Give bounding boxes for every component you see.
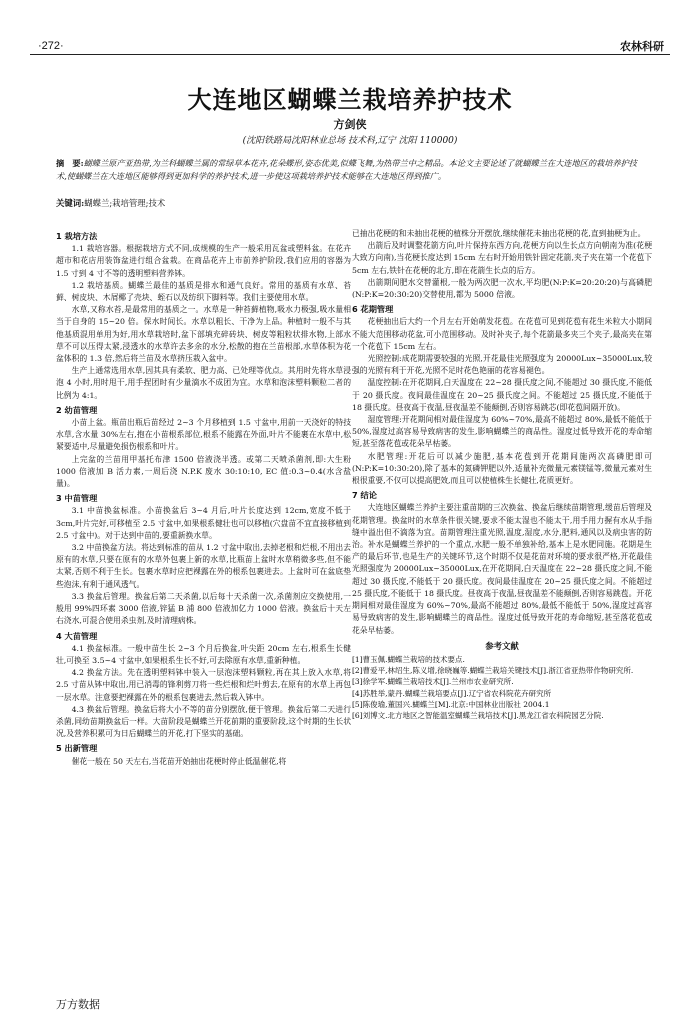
- section-heading: 7 结论: [352, 490, 377, 501]
- paragraph: 水草,又称水苔,是最常用的基质之一。水草是一种苔藓植物,吸水力极强,吸水量相当于自身的 15~20 倍。保水时间长。水草以粗长、干净为上品。种植时一般不与其他基质混用单用为好,用水草栽培时,盆下部填充碎砖块、树皮等粗粒状排水物,上部水草不可以压得太紧,浸透水的水草许去多余的水分,松散的抱在兰苗根部,水草体积为花盆体积的 1.3 倍,然后将兰苗及水草挤压栽入盆中。: [56, 305, 351, 364]
- left-column: [56, 228, 351, 768]
- references-heading: 参考文献: [485, 640, 519, 651]
- page-number: ·272·: [38, 40, 64, 52]
- paragraph: 3.3 换盆后管理。换盆后第二天杀菌,以后每十天杀菌一次,杀菌剂应交换使用,一般用 99%四环素 3000 倍液,锌猛 B 浦 800 倍液加亿力 1000 倍液。换盆后十天左右浇水,可混合使用杀虫剂,及时清理病株。: [56, 591, 351, 626]
- paragraph: 水肥管理:开花后可以减少施肥,基本花苞到开花期间施两次高磷肥即可(N:P:K=10:30:20),除了基本的氮磷钾肥以外,适量补充微量元素镁锰等,微量元素对生根很重要,不仅可以提高肥效,而且可以使植株生长健壮,花质更好。: [352, 451, 652, 486]
- keywords-text: 蝴蝶兰;栽培管理;技术: [84, 198, 166, 208]
- paragraph: 4.1 换盆标准。一般中苗生长 2~3 个月后换盆,叶尖距 20cm 左右,根系生长健壮,可换至 3.5~4 寸盆中,如果根系生长不好,可去除原有水草,重新种植。: [56, 643, 351, 665]
- affiliation: (沈阳铁路局沈阳林业总场 技术科,辽宁 沈阳 110000): [242, 136, 458, 146]
- paragraph: 4.3 换盆后管理。换盆后将大小不等的苗分别摆放,便于管理。换盆后第二天进行杀菌,同幼苗期换盆后一样。大苗阶段是蝴蝶兰开花前期的重要阶段,这个时期的生长状况,及营养积累可为日后蝴蝶兰的开花,打下坚实的基础。: [56, 704, 351, 739]
- section-heading: 3 中苗管理: [56, 493, 98, 504]
- reference-item: [2]曹爱平,林绍生,陈义增,徐晓巍等.蝴蝶兰栽培关键技术[J].浙江省亚热带作物研究所.: [352, 666, 634, 676]
- keywords-label: 关键词:: [56, 198, 85, 208]
- reference-item: [5]陈俊瑜,董国兴.蝴蝶兰[M].北京:中国林业出版社 2004.1: [352, 699, 550, 709]
- paragraph: 小苗上盆。瓶苗出瓶后苗经过 2~3 个月移植到 1.5 寸盆中,用前一天浇好的特技水草,含水量 30%左右,抱在小苗根系部位,根系不能露在外面,叶片不能裹在水草中,松紧要适中,尽量避免损伤根系和叶片。: [56, 418, 351, 452]
- paragraph: 温度控制:在开花期间,白天温度在 22~28 摄氏度之间,不能超过 30 摄氏度,不能低于 20 摄氏度。夜间最佳温度在 20~25 摄氏度之间。不能超过 25 摄氏度,不能低于 18 摄氏度。昼夜高于夜温,昼夜温差不能颠倒,否则容易跳芯(即花苞间隔开放)。: [352, 378, 652, 412]
- article-title: 大连地区蝴蝶兰栽培养护技术: [187, 86, 513, 114]
- paragraph: 3.2 中苗换盆方法。将达到标准的苗从 1.2 寸盆中取出,去掉老根和烂根,不用出去原有的水草,只要在原有的水草外包裹上新的水草,比瓶苗上盆时水草稍微多些,但不能太紧,否则不利于生长。包裹水草时应把裸露在外的根系包裹进去。上盆时可在盆底垫些泡沫,有利于通风透气。: [56, 543, 351, 589]
- paragraph: 光照控制:成花期需要较强的光照,开花最佳光照强度为 20000Lux~35000Lux,较强的光照有利于开花,光照不足时花色艳丽的花容易褪色。: [352, 354, 652, 376]
- paragraph: 4.2 换盆方法。先在透明塑料钵中装入一层泡沫塑料颗粒,再在其上放入水草,将 2.5 寸苗从钵中取出,用已消毒的锋利剪刀将一些烂根和烂叶剪去,在原有的水草上再包一层水草。注意要把裸露在外的根系包裹进去,然后栽入钵中。: [56, 668, 351, 702]
- paragraph: 催花一般在 50 天左右,当花苗开始抽出花梗时停止低温催花,将: [71, 756, 287, 766]
- paragraph: 3.1 中苗换盆标准。小苗换盆后 3~4 月后,叶片长度达到 12cm,宽度不低于 3cm,叶片完好,可移植至 2.5 寸盆中,如果根系健壮也可以移植(穴盘苗不宜直接移植到 2.5 寸盆中)。对于达到中苗的,要重新换水草。: [56, 506, 351, 540]
- reference-item: [1]曹玉佩.蝴蝶兰栽培的技术要点.: [352, 654, 465, 664]
- section-heading: 4 大苗管理: [56, 630, 98, 641]
- abstract-label: 摘 要:: [56, 158, 84, 168]
- right-column: [352, 228, 652, 721]
- paragraph: 生产上通常选用水草,因其具有柔软、肥力高、已处理等优点。其用时先将水草浸泡 4 小时,用时甩干,用手捏团时有少量滴水不成团为宜。水草和泡沫塑料颗粒二者的比例为 4:1。: [56, 366, 351, 400]
- author: 方剑侠: [333, 118, 367, 131]
- paragraph: 1.1 栽培容器。根据栽培方式不同,成规模的生产一般采用瓦盆或塑料盆。在花卉超市和花店用装饰盆进行组合盆栽。在商品花卉上市前养护阶段,我们应用的容器为 1.5 寸到 4 寸不等的透明塑料营养钵。: [56, 244, 351, 278]
- paragraph: 出箭后及时调整花箭方向,叶片保持东西方向,花梗方向以生长点方向朝南为准(花梗大致方向南),当花梗长度达到 15cm 左右时开始用铁针固定花箭,夹子夹在第一个花苞下 5cm 左右,铁针在花梗的北方,即在花箭生长点的后方。: [352, 241, 652, 275]
- keywords: [56, 197, 165, 209]
- paragraph: 出箭期间肥水交替灌根,一般为两次肥一次水,平均肥(N:P:K=20:20:20)与高磷肥(N:P:K=20:30:20)交替使用,都为 5000 倍液。: [352, 277, 652, 300]
- paragraph: 1.2 栽培基质。蝴蝶兰最佳的基质是排水和通气良好。常用的基质有水草、苔藓、树皮块、木屑椰了壳块、蛭石以及纺织下脚料等。我们主要使用水草。: [56, 280, 351, 303]
- section-heading: 2 幼苗管理: [56, 404, 98, 415]
- paragraph: 大连地区蝴蝶兰养护主要注重苗期的三次换盆、换盆后继续苗期管理,缓苗后管理及花期管理。换盆时的水草条件很关键,要求不能太湿也不能太干,用手用力握有水从手指缝中溢出但不滴落为宜。苗期管理注重光照,温度,湿度,水分,肥料,通风以及病虫害的防治。补水是蝴蝶兰养护的一个重点,水肥一般不单独补给,基本上是水肥同施。花期是生产的最后环节,也是生产的关键环节,这个时期不仅是花苗对环境的要求很严格,开花最佳光照强度为 20000Lux~35000Lux,在开花期间,白天温度在 22~28 摄氏度之间,不能超过 30 摄氏度,不能低于 20 摄氏度。夜间最佳温度在 20~25 摄氏度之间。不能超过 25 摄氏度,不能低于 18 摄氏度。昼夜高于夜温,昼夜温差不能颠倒,否则容易跳苞。开花期间相对最佳湿度为 60%~70%,最高不能超过 80%,最低不能低于 50%,湿度过高容易导致病害的发生,影响蝴蝶兰的商品性。湿度过低导致开花的寿命缩短,甚至落花苞或花朵早枯萎。: [352, 503, 652, 635]
- section-heading: 5 出新管理: [56, 743, 98, 754]
- paragraph: 上完盆的兰苗用甲基托布津 1500 倍液浇半透。或第二天喷杀菌剂,即:大生粉 1000 倍液加 B 活力素,一周后浇 N.P.K 废水 30:10:10, EC 值:0.3~0.4(水含盐量)。: [56, 454, 351, 489]
- reference-item: [6]刘博文.北方地区之智能温室蝴蝶兰栽培技术[J].黑龙江省农科院园艺分院.: [352, 710, 604, 720]
- reference-item: [4]苏胜举,蒙丹.蝴蝶兰栽培要点[J].辽宁省农科院花卉研究所: [352, 688, 552, 698]
- paragraph: 已抽出花梗的和未抽出花梗的植株分开摆放,继续催花未抽出花梗的花,直到抽梗为止。: [352, 229, 646, 238]
- section-heading: 1 栽培方法: [56, 231, 98, 241]
- footer-watermark: 万方数据: [56, 999, 100, 1011]
- running-header: [30, 36, 670, 55]
- abstract: [56, 157, 644, 182]
- journal-name: 农林科研: [620, 41, 664, 53]
- abstract-text: 蝴蝶兰原产亚热带,为兰科蝴蝶兰属的常绿草本花卉,花朵蝶形,姿态优美,似蝶飞舞,为热带兰中之精品。本论文主要论述了就蝴蝶兰在大连地区的栽培养护技术,使蝴蝶兰在大连地区能够得到更加科学的养护技术,进一步使这项栽培养护技术能够在大连地区得到推广。: [56, 158, 637, 181]
- section-heading: 6 花期管理: [352, 304, 394, 315]
- paragraph: 湿度管理:开花期间相对最佳湿度为 60%~70%,最高不能超过 80%,最低不能低于 50%,湿度过高容易导致病害的发生,影响蝴蝶兰的商品性。湿度过低导致开花的寿命缩短,甚至落花苞或花朵早枯萎。: [352, 415, 652, 449]
- paragraph: 花梗抽出后大约一个月左右开始萌发花苞。在花苞可见到花苞有花生米粒大小期间不能大范围移动花盆,可小范围移动。及时补夹子,每个花箭最多夹三个夹子,最高夹在第一个花苞下 15cm 左右。: [352, 317, 652, 351]
- reference-item: [3]徐学军.蝴蝶兰栽培技术[J].兰州市农业研究所.: [352, 677, 514, 687]
